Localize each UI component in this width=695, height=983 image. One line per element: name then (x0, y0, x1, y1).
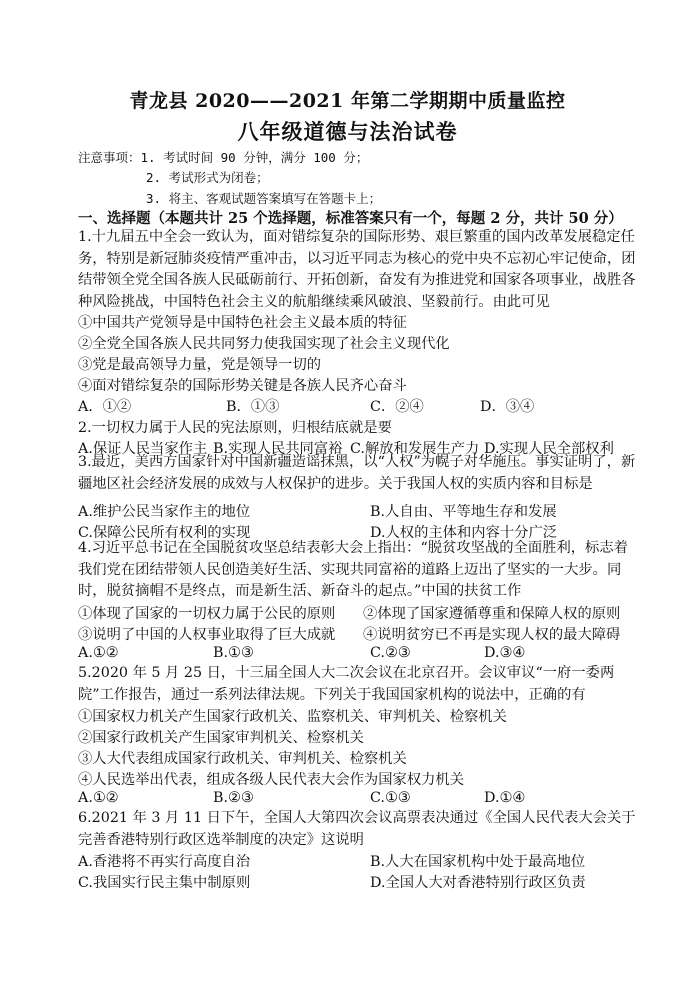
exam-title: 青龙县 2020——2021 年第二学期期中质量监控 (129, 90, 566, 112)
question-5-option-a: A.①② (78, 790, 119, 806)
question-6-option-a: A.香港将不再实行高度自治 (78, 854, 251, 870)
question-5-statement-3: ③人大代表组成国家行政机关、审判机关、检察机关 (78, 751, 407, 767)
question-4-statement-3: ③说明了中国的人权事业取得了巨大成就 (78, 627, 336, 643)
question-6-stem: 6.2021 年 3 月 11 日下午，全国人大第四次会议高票表决通过《全国人民代表大会关于完善香港特别行政区选举制度的决定》这说明 (78, 810, 636, 848)
section-heading: 一、选择题（本题共计 25 个选择题，标准答案只有一个，每题 2 分，共计 50 分） (78, 210, 623, 227)
question-3-option-a: A.维护公民当家作主的地位 (78, 504, 251, 520)
question-5-statement-1: ①国家权力机关产生国家行政机关、监察机关、审判机关、检察机关 (78, 709, 507, 725)
question-2-option-a: A.保证人民当家作主 (78, 441, 208, 457)
notes-item-2: 2. 考试形式为闭卷； (146, 170, 269, 185)
question-6-option-d: D.全国人大对香港特别行政区负责 (370, 875, 586, 891)
question-2-option-b: B.实现人民共同富裕 (213, 441, 343, 457)
question-2-option-d: D.实现人民全部权利 (484, 441, 614, 457)
question-2-stem: 2.一切权力属于人民的宪法原则，归根结底就是要 (78, 420, 392, 436)
question-3-option-d: D.人权的主体和内容十分广泛 (370, 525, 558, 541)
question-4-option-a: A.①② (78, 645, 119, 661)
notes-label: 注意事项： (78, 150, 141, 165)
question-5-statement-4: ④人民选举出代表，组成各级人民代表大会作为国家权力机关 (78, 772, 465, 788)
question-6-option-c: C.我国实行民主集中制原则 (78, 875, 251, 891)
question-4-option-c: C.②③ (370, 645, 411, 661)
question-5-option-d: D.①④ (484, 790, 526, 806)
question-1-option-d: D．③④ (480, 399, 535, 415)
question-5-option-b: B.②③ (213, 790, 254, 806)
question-3-option-c: C.保障公民所有权利的实现 (78, 525, 251, 541)
question-4-stem: 4.习近平总书记在全国脱贫攻坚总结表彰大会上指出：“脱贫攻坚战的全面胜利，标志着我们党在团结带领人民创造美好生活、实现共同富裕的道路上迈出了坚实的一大步。同时，脱贫摘帽不是终点，而是新生活、新奋斗的起点。”中国的扶贫工作 (78, 540, 628, 599)
question-4-option-d: D.③④ (484, 645, 526, 661)
question-1-statement-3: ③党是最高领导力量，党是领导一切的 (78, 357, 322, 373)
question-1-stem: 1.十九届五中全会一致认为，面对错综复杂的国际形势、艰巨繁重的国内改革发展稳定任务，特别是新冠肺炎疫情严重冲击，以习近平同志为核心的党中央不忘初心牢记使命，团结带领全党全国各族人民砥砺前行、开拓创新，奋发有为推进党和国家各项事业，战胜各种风险挑战，中国特色社会主义的航船继续乘风破浪、坚毅前行。由此可见 (78, 229, 636, 310)
notes-item-1: 1. 考试时间 90 分钟，满分 100 分； (140, 150, 369, 165)
question-6-option-b: B.人大在国家机构中处于最高地位 (370, 854, 586, 870)
question-1-statement-1: ①中国共产党领导是中国特色社会主义最本质的特征 (78, 315, 407, 331)
question-1-statement-4: ④面对错综复杂的国际形势关键是各族人民齐心奋斗 (78, 378, 407, 394)
question-5-stem: 5.2020 年 5 月 25 日，十三届全国人大二次会议在北京召开。会议审议“一府一委两院”工作报告，通过一系列法律法规。下列关于我国国家机构的说法中，正确的有 (78, 665, 615, 703)
notes-line-1 (78, 148, 368, 166)
notes-item-3: 3. 将主、客观试题答案填写在答题卡上； (146, 191, 382, 206)
question-5-option-c: C.①③ (370, 790, 411, 806)
question-4-statement-1: ①体现了国家的一切权力属于公民的原则 (78, 606, 336, 622)
question-4-statement-4: ④说明贫穷已不再是实现人权的最大障碍 (363, 627, 621, 643)
question-5-statement-2: ②国家行政机关产生国家审判机关、检察机关 (78, 730, 364, 746)
question-3-option-b: B.人自由、平等地生存和发展 (370, 504, 557, 520)
question-1-statement-2: ②全党全国各族人民共同努力使我国实现了社会主义现代化 (78, 336, 450, 352)
exam-subtitle: 八年级道德与法治试卷 (237, 119, 458, 144)
question-1-option-b: B．①③ (226, 399, 280, 415)
question-4-option-b: B.①③ (213, 645, 254, 661)
question-2-option-c: C.解放和发展生产力 (350, 441, 480, 457)
question-1-option-a: A．①② (78, 399, 132, 415)
question-3-stem: 3.最近，美西方国家针对中国新疆造谣抹黑，以“人权”为幌子对华施压。事实证明了，新疆地区社会经济发展的成效与人权保护的进步。关于我国人权的实质内容和目标是 (78, 454, 636, 492)
question-4-statement-2: ②体现了国家遵循尊重和保障人权的原则 (363, 606, 621, 622)
question-1-option-c: C．②④ (370, 399, 424, 415)
